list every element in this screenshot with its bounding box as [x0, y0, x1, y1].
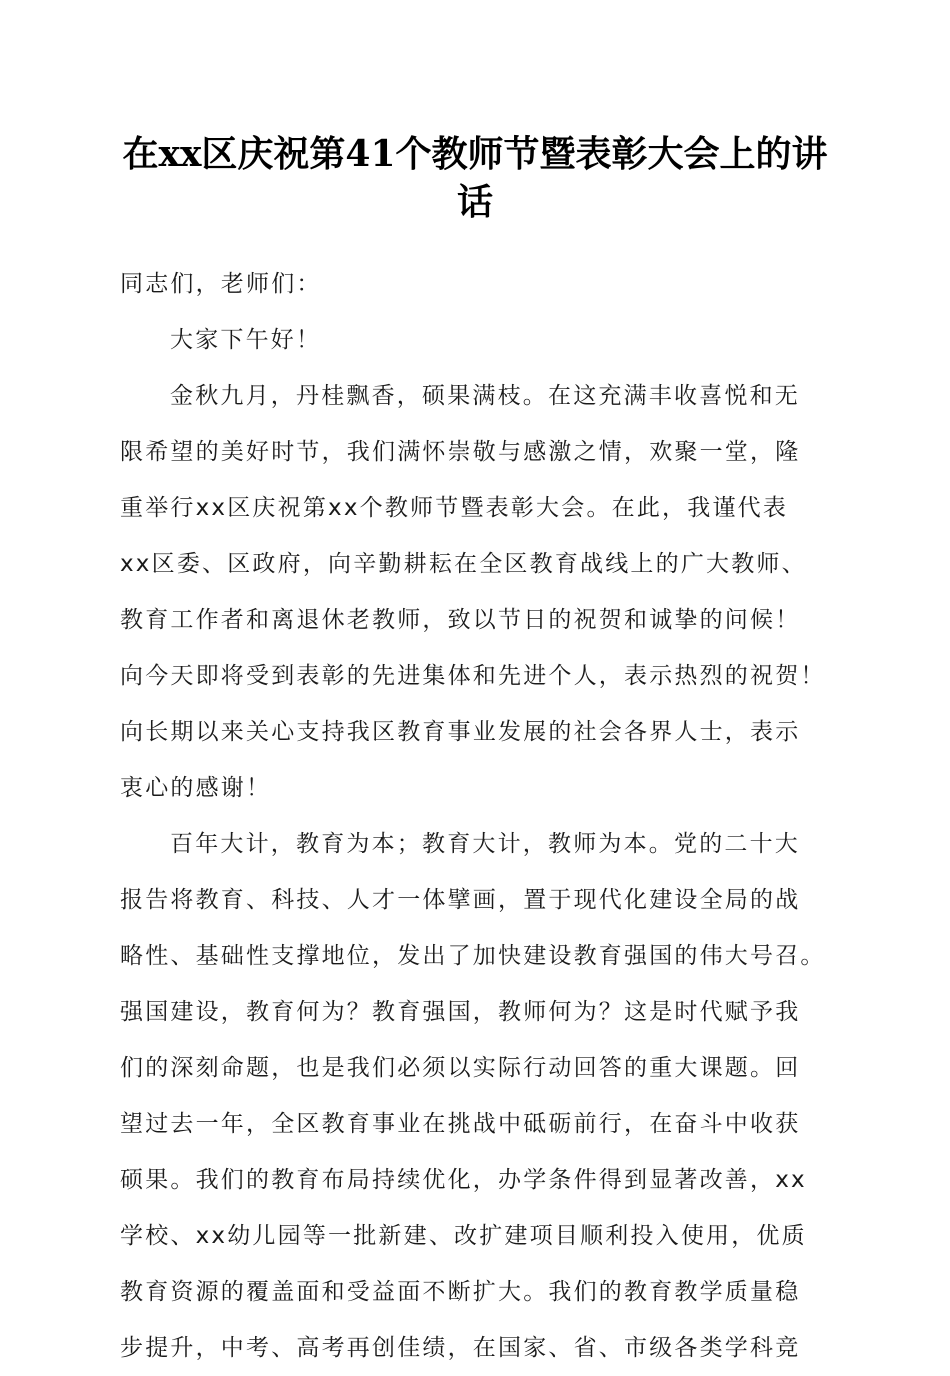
paragraph-line: xx区委、区政府，向辛勤耕耘在全区教育战线上的广大教师、: [120, 551, 807, 577]
paragraph-line: 衷心的感谢！: [120, 775, 272, 801]
paragraph-line: 金秋九月，丹桂飘香，硕果满枝。在这充满丰收喜悦和无: [170, 383, 800, 409]
paragraph-line: 步提升，中考、高考再创佳绩，在国家、省、市级各类学科竞: [120, 1335, 801, 1361]
paragraph-line: 重举行xx区庆祝第xx个教师节暨表彰大会。在此，我谨代表: [120, 495, 789, 521]
paragraph-line: 教育资源的覆盖面和受益面不断扩大。我们的教育教学质量稳: [120, 1279, 801, 1305]
paragraph-line: 报告将教育、科技、人才一体擘画，置于现代化建设全局的战: [120, 887, 801, 913]
paragraph-line: 限希望的美好时节，我们满怀崇敬与感激之情，欢聚一堂，隆: [120, 439, 801, 465]
paragraph-line: 略性、基础性支撑地位，发出了加快建设教育强国的伟大号召。: [120, 943, 826, 969]
paragraph-2: [120, 816, 840, 1376]
paragraph-line: 学校、xx幼儿园等一批新建、改扩建项目顺利投入使用，优质: [120, 1223, 807, 1249]
paragraph-line: 教育工作者和离退休老教师，致以节日的祝贺和诚挚的问候！: [120, 607, 801, 633]
paragraph-line: 望过去一年，全区教育事业在挑战中砥砺前行，在奋斗中收获: [120, 1111, 801, 1137]
document-body: [120, 256, 840, 1376]
paragraph-1: [120, 368, 840, 816]
salutation: 同志们，老师们：: [120, 271, 322, 297]
paragraph-line: 强国建设，教育何为？教育强国，教师何为？这是时代赋予我: [120, 999, 801, 1025]
paragraph-line: 向长期以来关心支持我区教育事业发展的社会各界人士，表示: [120, 719, 801, 745]
document-title: [100, 130, 850, 226]
greeting: 大家下午好！: [170, 327, 322, 353]
title-line: 在xx区庆祝第41个教师节暨表彰大会上的讲: [122, 133, 828, 175]
title-line: 话: [456, 181, 493, 223]
paragraph-line: 向今天即将受到表彰的先进集体和先进个人，表示热烈的祝贺！: [120, 663, 826, 689]
paragraph-line: 们的深刻命题，也是我们必须以实际行动回答的重大课题。回: [120, 1055, 801, 1081]
paragraph-line: 硕果。我们的教育布局持续优化，办学条件得到显著改善，xx: [120, 1167, 807, 1193]
paragraph-line: 百年大计，教育为本；教育大计，教师为本。党的二十大: [170, 831, 800, 857]
